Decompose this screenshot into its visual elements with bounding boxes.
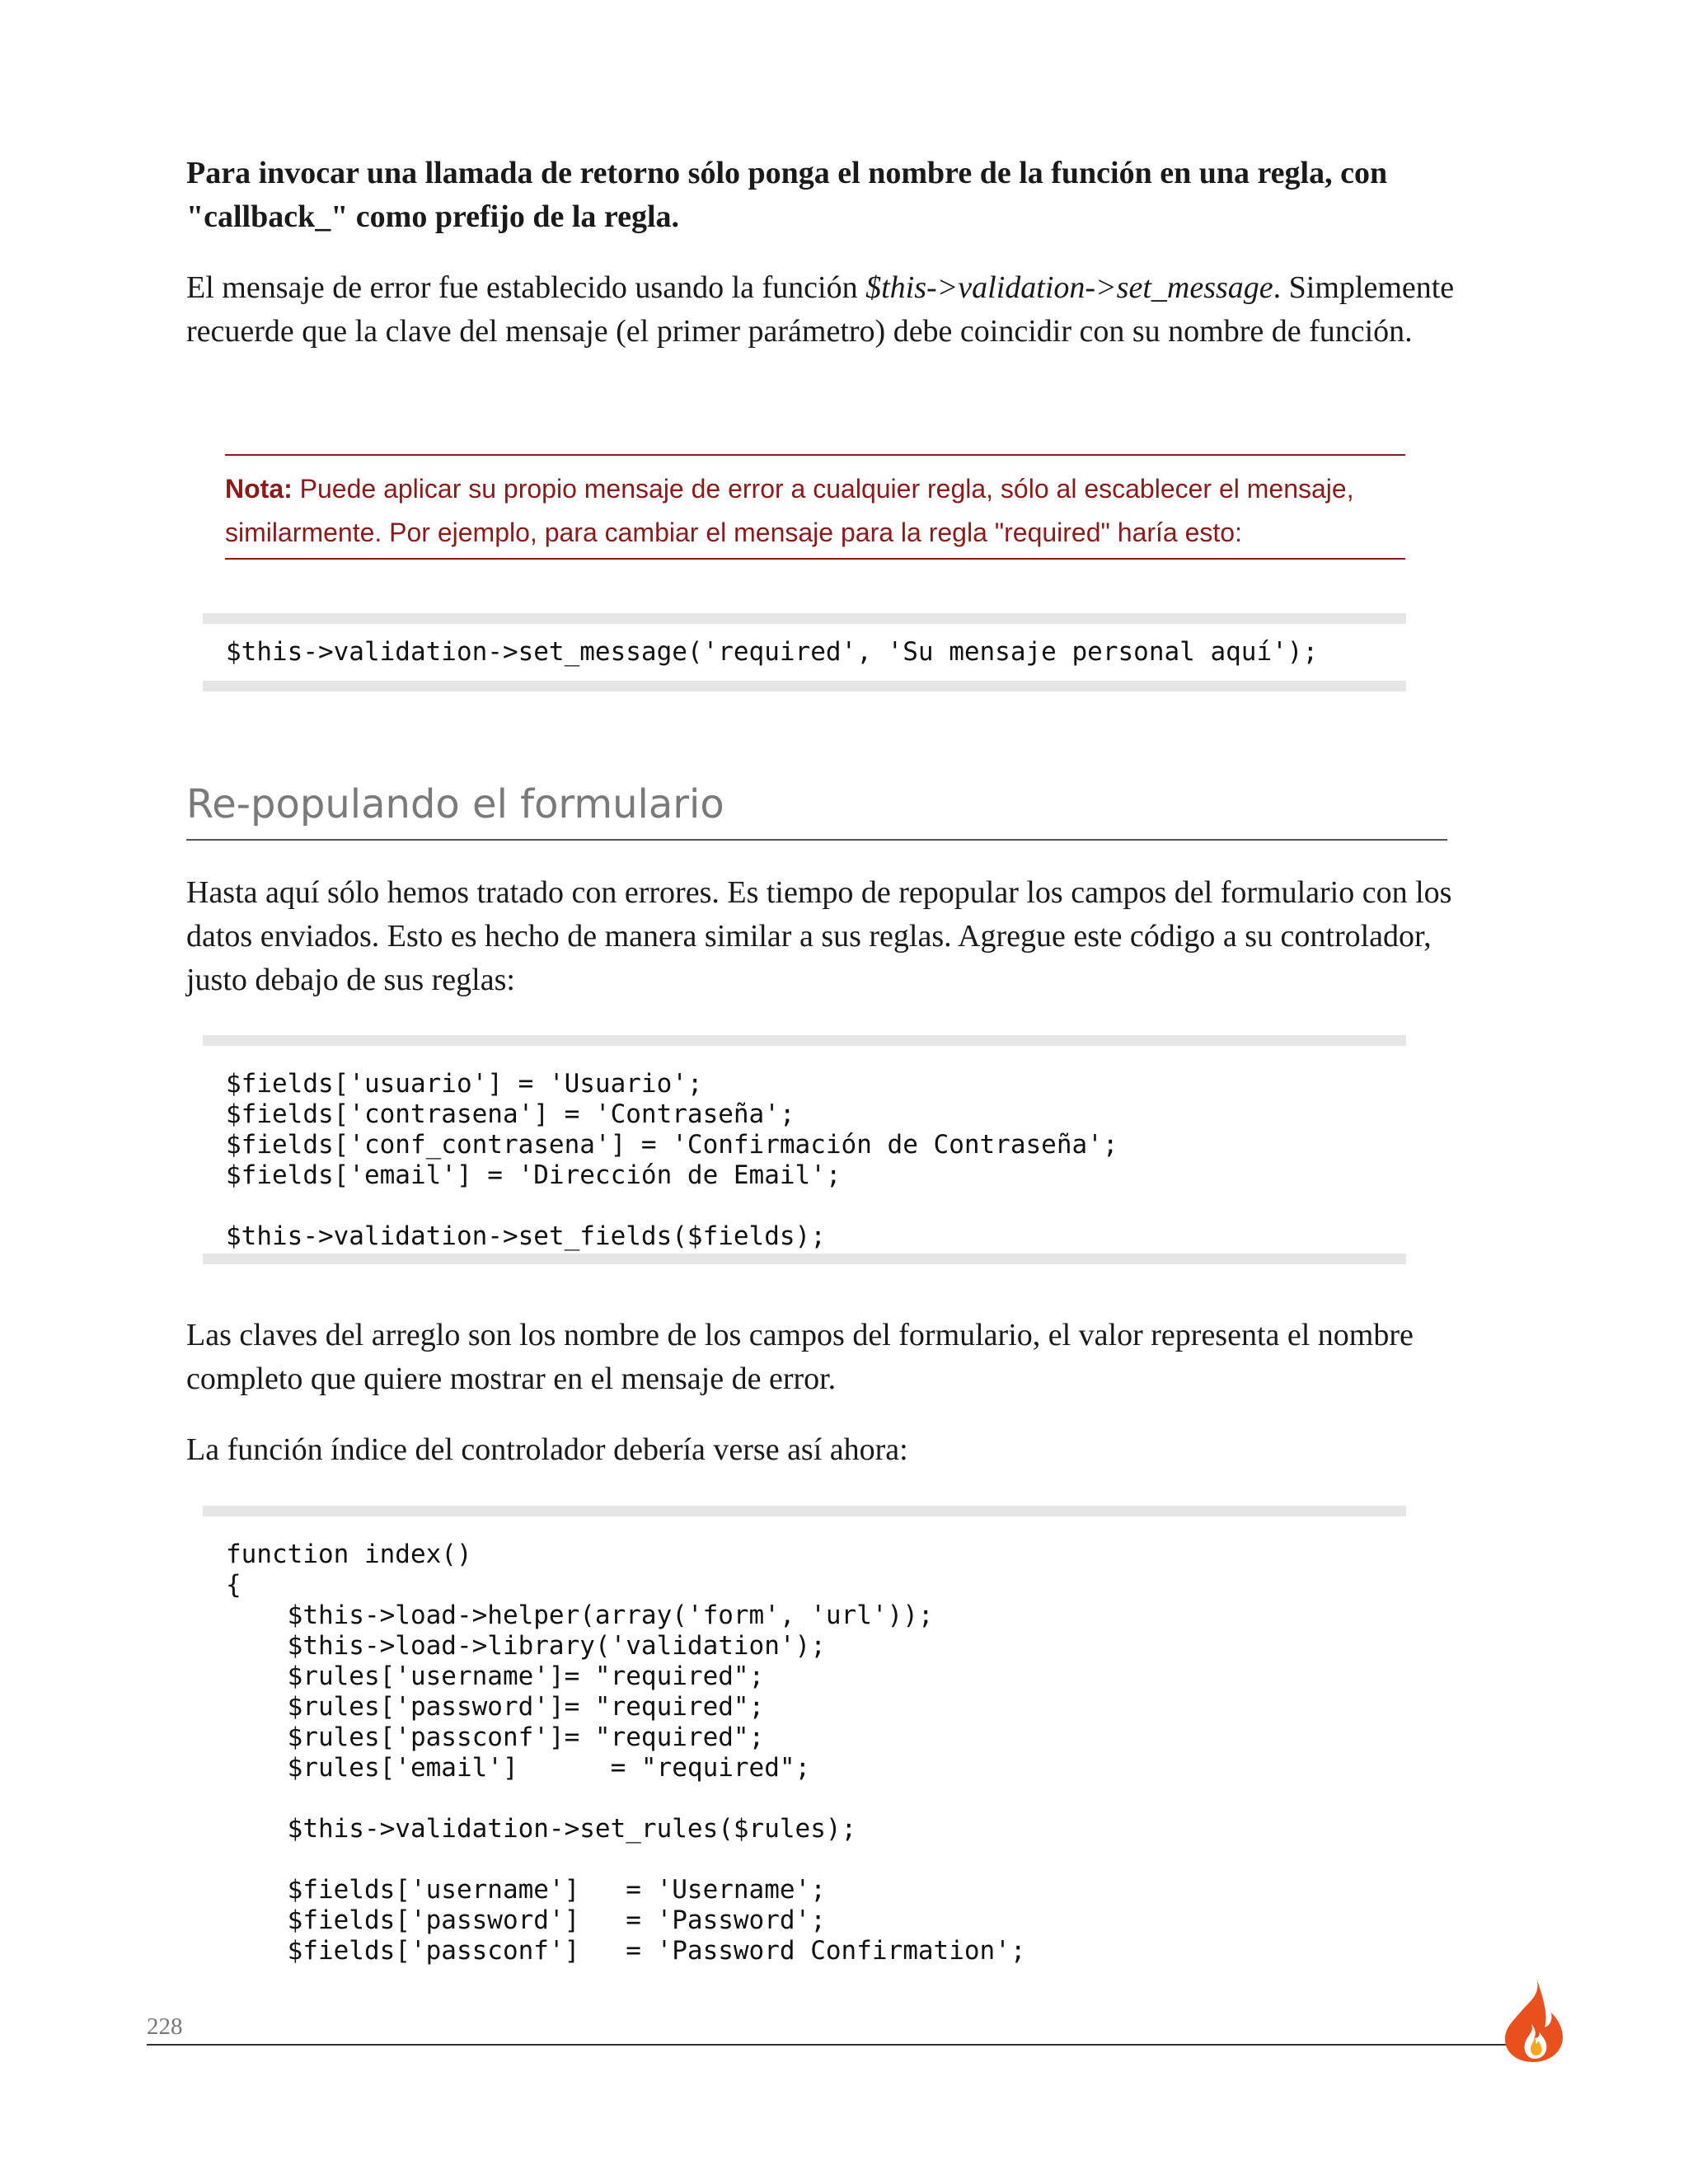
callback-instruction-paragraph: Para invocar una llamada de retorno sólo ponga el nombre de la función en una regla, con "callback_" como prefijo de la regla. xyxy=(186,156,1388,234)
index-function-paragraph: La función índice del controlador debería verse así ahora: xyxy=(186,1432,908,1467)
code-block-set-message xyxy=(203,613,1406,691)
code-set-message: $this->validation->set_message('required', 'Su mensaje personal aquí'); xyxy=(226,637,1319,667)
page-number: 228 xyxy=(147,2013,183,2040)
code-block-index xyxy=(203,1506,1406,1967)
footer-rule xyxy=(147,2044,1515,2046)
set-message-paragraph-prefix: El mensaje de error fue establecido usando la función xyxy=(186,270,866,305)
code-fields: $fields['usuario'] = 'Usuario'; $fields['contrasena'] = 'Contraseña'; $fields['conf_contrasena'] = 'Confirmación de Contraseña'; $fields['email'] = 'Dirección de Email'; $this->validation->set_fields($fields); xyxy=(226,1069,1118,1251)
note-text: Puede aplicar su propio mensaje de error a cualquier regla, sólo al escablecer el mensaje, similarmente. Por ejemplo, para cambiar el mensaje para la regla "required" haría esto: xyxy=(225,474,1354,547)
section-heading: Re-populando el formulario xyxy=(186,778,1447,841)
code-index: function index() { $this->load->helper(array('form', 'url')); $this->load->library('validation'); $rules['username']= "required"; $rules['password']= "required"; $rules['passconf']= "required"; $rules['email'] = "required"; $this->validation->set_rules($rules); $fields['username'] = 'Username'; $fields['password'] = 'Password'; $fields['passconf'] = 'Password Confirmation'; xyxy=(226,1540,1026,1966)
set-message-paragraph-suffix: . Simplemente recuerde que la clave del mensaje (el primer parámetro) debe coincidir con su nombre de función. xyxy=(186,270,1455,349)
set-message-paragraph xyxy=(186,266,1472,354)
flame-logo-icon xyxy=(1493,1976,1573,2064)
repopulate-intro-paragraph: Hasta aquí sólo hemos tratado con errores. Es tiempo de repopular los campos del formulario con los datos enviados. Esto es hecho de manera similar a sus reglas. Agregue este código a su controlador, justo debajo de sus reglas: xyxy=(186,875,1452,997)
note-box xyxy=(225,454,1405,560)
note-label: Nota: xyxy=(225,474,293,504)
set-message-function-name: $this->validation->set_message xyxy=(865,270,1273,305)
code-block-fields xyxy=(203,1035,1406,1264)
array-keys-paragraph: Las claves del arreglo son los nombre de los campos del formulario, el valor representa el nombre completo que quiere mostrar en el mensaje de error. xyxy=(186,1318,1414,1396)
